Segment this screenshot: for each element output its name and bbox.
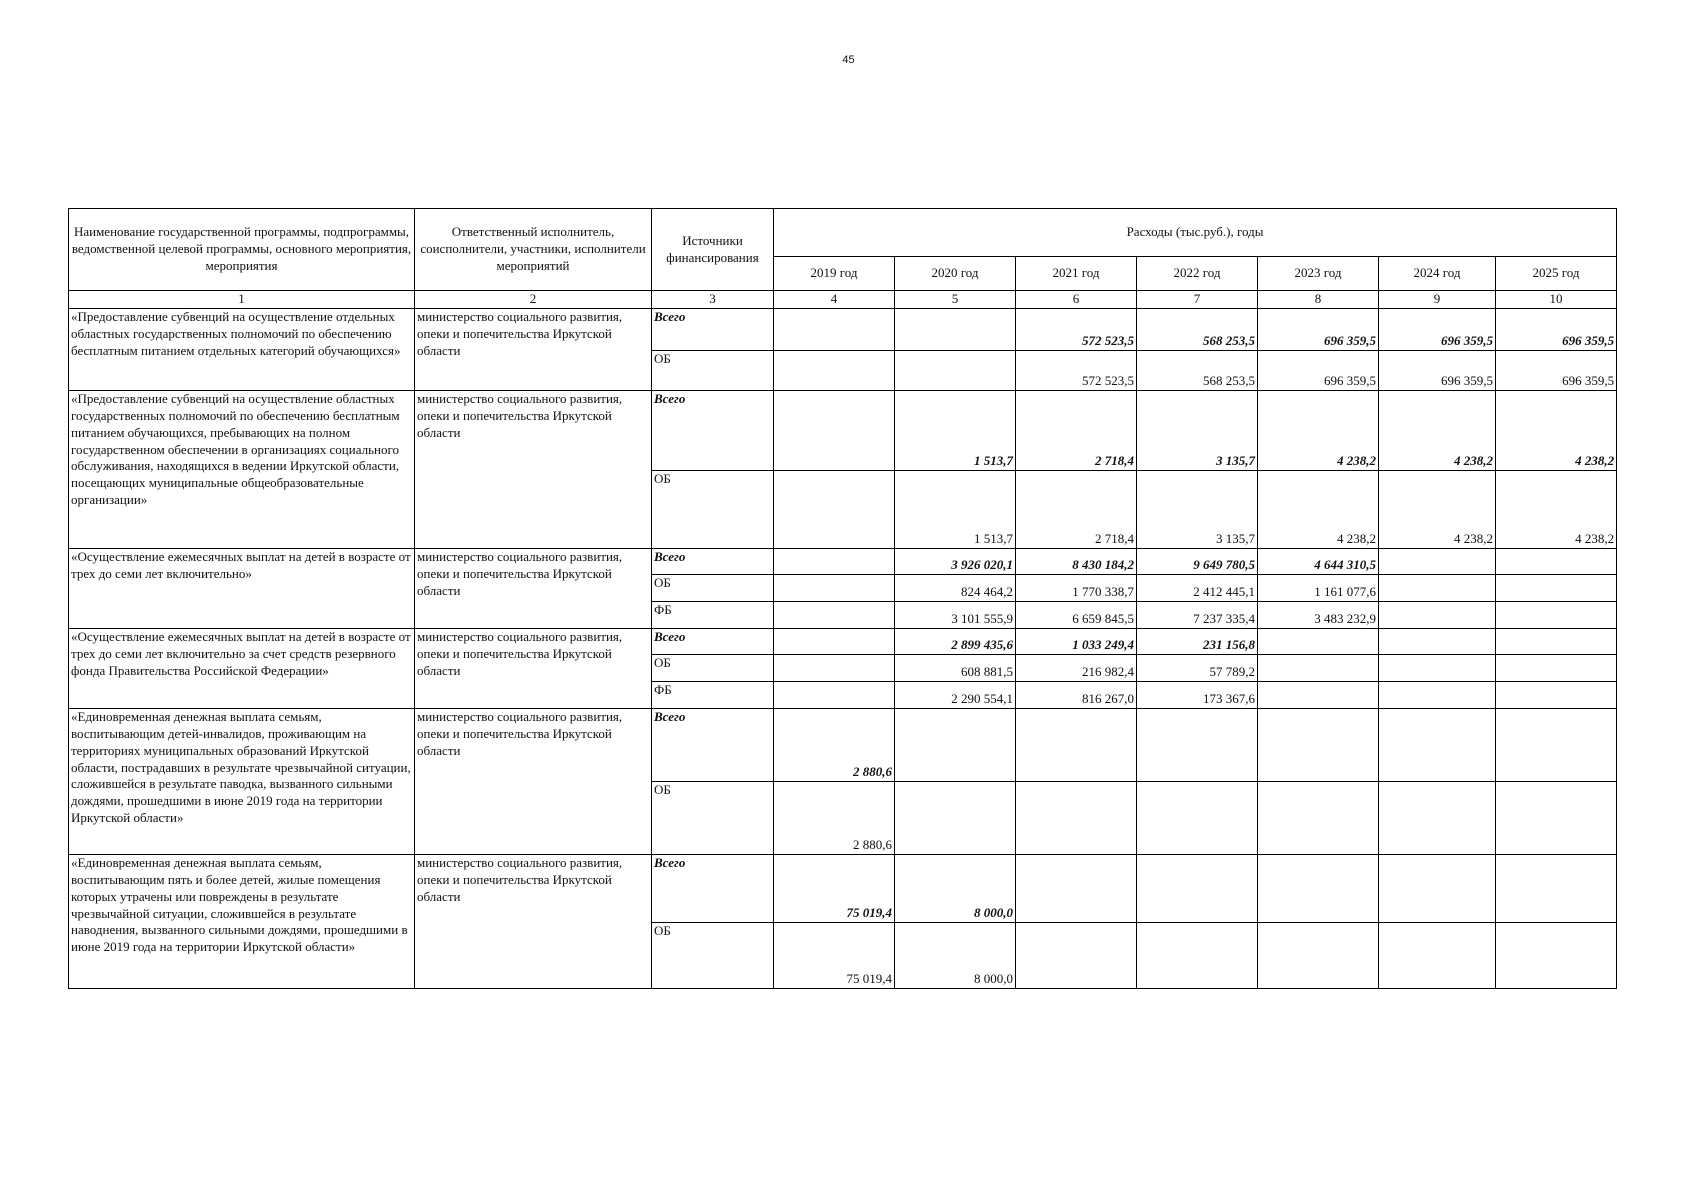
header-year: 2020 год [895, 257, 1016, 291]
expense-value-cell: 7 237 335,4 [1137, 601, 1258, 628]
expense-value-cell: 75 019,4 [774, 922, 895, 988]
expense-value-cell: 57 789,2 [1137, 654, 1258, 681]
table-row [69, 308, 1617, 350]
expense-value-cell [1137, 781, 1258, 854]
expense-value-cell: 4 238,2 [1379, 390, 1496, 470]
expense-value-cell: 696 359,5 [1258, 350, 1379, 390]
expense-value-cell: 2 718,4 [1016, 390, 1137, 470]
expense-value-cell: 8 000,0 [895, 922, 1016, 988]
expense-value-cell: 2 412 445,1 [1137, 574, 1258, 601]
expenses-table [68, 208, 1617, 989]
responsible-cell: министерство социального развития, опеки и попечительства Иркутской области [415, 708, 652, 854]
event-name-cell: «Единовременная денежная выплата семьям, воспитывающим детей-инвалидов, проживающим на территориях муниципальных образований Иркутской области, пострадавших в результате чрезвычайной ситуации, сложившейся в результате паводка, вызванного сильными дождями, прошедшими в июне 2019 года на территории Иркутской области» [69, 708, 415, 854]
table-header [69, 209, 1617, 309]
expense-value-cell [1496, 681, 1617, 708]
expense-value-cell: 4 238,2 [1379, 470, 1496, 548]
expense-value-cell [774, 308, 895, 350]
expense-value-cell: 1 770 338,7 [1016, 574, 1137, 601]
expense-value-cell [1379, 628, 1496, 654]
funding-source-cell: ОБ [652, 350, 774, 390]
expense-value-cell [774, 390, 895, 470]
funding-source-cell: Всего [652, 308, 774, 350]
event-name-cell: «Единовременная денежная выплата семьям, воспитывающим пять и более детей, жилые помещения которых утрачены или повреждены в результате чрезвычайной ситуации, сложившейся в результате наводнения, вызванного сильными дождями, прошедшими в июне 2019 года на территории Иркутской области» [69, 854, 415, 988]
table-body [69, 308, 1617, 988]
expense-value-cell [1258, 781, 1379, 854]
expense-value-cell [1016, 922, 1137, 988]
column-number: 8 [1258, 291, 1379, 309]
expense-value-cell: 568 253,5 [1137, 308, 1258, 350]
expense-value-cell: 3 135,7 [1137, 470, 1258, 548]
expense-value-cell [1496, 574, 1617, 601]
expense-value-cell [1496, 628, 1617, 654]
expense-value-cell [1379, 708, 1496, 781]
table-row [69, 708, 1617, 781]
expense-value-cell [774, 601, 895, 628]
expense-value-cell [895, 781, 1016, 854]
expense-value-cell [1016, 708, 1137, 781]
event-name-cell: «Предоставление субвенций на осуществление областных государственных полномочий по обеспечению бесплатным питанием обучающихся, пребывающих на полном государственном обеспечении в организациях социального обслуживания, находящихся в ведении Иркутской области, посещающих муниципальные общеобразовательные организации» [69, 390, 415, 548]
event-name-cell: «Осуществление ежемесячных выплат на детей в возрасте от трех до семи лет включительно за счет средств резервного фонда Правительства Российской Федерации» [69, 628, 415, 708]
expense-value-cell: 572 523,5 [1016, 350, 1137, 390]
expense-value-cell [1137, 922, 1258, 988]
expense-value-cell [1496, 548, 1617, 574]
expense-value-cell: 4 238,2 [1496, 390, 1617, 470]
expense-value-cell [1379, 854, 1496, 922]
funding-source-cell: ОБ [652, 574, 774, 601]
event-name-cell: «Предоставление субвенций на осуществление отдельных областных государственных полномочий по обеспечению бесплатным питанием отдельных категорий обучающихся» [69, 308, 415, 390]
table-row [69, 854, 1617, 922]
expense-value-cell: 816 267,0 [1016, 681, 1137, 708]
column-number: 2 [415, 291, 652, 309]
expense-value-cell: 568 253,5 [1137, 350, 1258, 390]
expense-value-cell: 2 290 554,1 [895, 681, 1016, 708]
funding-source-cell: Всего [652, 548, 774, 574]
funding-source-cell: Всего [652, 708, 774, 781]
expense-value-cell [1379, 654, 1496, 681]
responsible-cell: министерство социального развития, опеки и попечительства Иркутской области [415, 390, 652, 548]
column-number: 6 [1016, 291, 1137, 309]
expense-value-cell: 2 899 435,6 [895, 628, 1016, 654]
expense-value-cell [1016, 781, 1137, 854]
header-name-column: Наименование государственной программы, подпрограммы, ведомственной целевой программы, основного мероприятия, мероприятия [69, 209, 415, 291]
expense-value-cell [1379, 681, 1496, 708]
expense-value-cell [1137, 854, 1258, 922]
expense-value-cell: 572 523,5 [1016, 308, 1137, 350]
expense-value-cell: 3 926 020,1 [895, 548, 1016, 574]
funding-source-cell: ФБ [652, 601, 774, 628]
expense-value-cell: 4 644 310,5 [1258, 548, 1379, 574]
expense-value-cell: 2 718,4 [1016, 470, 1137, 548]
expense-value-cell [1496, 708, 1617, 781]
expense-value-cell: 231 156,8 [1137, 628, 1258, 654]
expense-value-cell [1137, 708, 1258, 781]
expense-value-cell [895, 308, 1016, 350]
expense-value-cell: 2 880,6 [774, 708, 895, 781]
column-numbers-row [69, 291, 1617, 309]
expense-value-cell [774, 470, 895, 548]
column-number: 7 [1137, 291, 1258, 309]
expense-value-cell [774, 681, 895, 708]
funding-source-cell: ФБ [652, 681, 774, 708]
expense-value-cell: 1 513,7 [895, 470, 1016, 548]
expense-value-cell [1016, 854, 1137, 922]
funding-source-cell: ОБ [652, 922, 774, 988]
header-year: 2022 год [1137, 257, 1258, 291]
expense-value-cell [774, 548, 895, 574]
expense-value-cell: 696 359,5 [1379, 308, 1496, 350]
expense-value-cell [1258, 628, 1379, 654]
funding-source-cell: ОБ [652, 781, 774, 854]
event-name-cell: «Осуществление ежемесячных выплат на детей в возрасте от трех до семи лет включительно» [69, 548, 415, 628]
expense-value-cell: 75 019,4 [774, 854, 895, 922]
expense-value-cell [895, 350, 1016, 390]
expense-value-cell [774, 628, 895, 654]
column-number: 4 [774, 291, 895, 309]
expense-value-cell: 1 161 077,6 [1258, 574, 1379, 601]
expense-value-cell [1496, 854, 1617, 922]
header-year: 2025 год [1496, 257, 1617, 291]
table-row [69, 628, 1617, 654]
responsible-cell: министерство социального развития, опеки и попечительства Иркутской области [415, 548, 652, 628]
expense-value-cell: 4 238,2 [1258, 390, 1379, 470]
header-year: 2019 год [774, 257, 895, 291]
funding-source-cell: ОБ [652, 470, 774, 548]
table-row [69, 390, 1617, 470]
column-number: 1 [69, 291, 415, 309]
expense-value-cell: 6 659 845,5 [1016, 601, 1137, 628]
expense-value-cell: 173 367,6 [1137, 681, 1258, 708]
expense-value-cell [774, 350, 895, 390]
expense-value-cell: 696 359,5 [1496, 308, 1617, 350]
expense-value-cell [1258, 922, 1379, 988]
expense-value-cell [1379, 574, 1496, 601]
funding-source-cell: Всего [652, 628, 774, 654]
page-number: 45 [842, 54, 855, 66]
expense-value-cell [774, 574, 895, 601]
expense-value-cell [1496, 781, 1617, 854]
funding-source-cell: Всего [652, 854, 774, 922]
expense-value-cell [1496, 601, 1617, 628]
expense-value-cell [1496, 654, 1617, 681]
header-source-column: Источники финансирования [652, 209, 774, 291]
expense-value-cell [1496, 922, 1617, 988]
expense-value-cell [1379, 548, 1496, 574]
header-year: 2021 год [1016, 257, 1137, 291]
expense-value-cell: 3 135,7 [1137, 390, 1258, 470]
expense-value-cell: 3 483 232,9 [1258, 601, 1379, 628]
expense-value-cell [1258, 654, 1379, 681]
funding-source-cell: ОБ [652, 654, 774, 681]
expense-value-cell: 9 649 780,5 [1137, 548, 1258, 574]
header-expenses: Расходы (тыс.руб.), годы [774, 209, 1617, 257]
expense-value-cell: 8 000,0 [895, 854, 1016, 922]
responsible-cell: министерство социального развития, опеки и попечительства Иркутской области [415, 628, 652, 708]
expense-value-cell: 608 881,5 [895, 654, 1016, 681]
column-number: 3 [652, 291, 774, 309]
expense-value-cell: 4 238,2 [1258, 470, 1379, 548]
expense-value-cell: 216 982,4 [1016, 654, 1137, 681]
header-year: 2024 год [1379, 257, 1496, 291]
funding-source-cell: Всего [652, 390, 774, 470]
expense-value-cell: 696 359,5 [1496, 350, 1617, 390]
expense-value-cell: 696 359,5 [1379, 350, 1496, 390]
column-number: 5 [895, 291, 1016, 309]
expense-value-cell [1379, 601, 1496, 628]
table-row [69, 548, 1617, 574]
expense-value-cell: 1 513,7 [895, 390, 1016, 470]
expense-value-cell: 2 880,6 [774, 781, 895, 854]
expense-value-cell [774, 654, 895, 681]
expense-value-cell [1379, 781, 1496, 854]
expense-value-cell [1258, 708, 1379, 781]
expense-value-cell [895, 708, 1016, 781]
expense-value-cell [1258, 681, 1379, 708]
header-year: 2023 год [1258, 257, 1379, 291]
expense-value-cell [1379, 922, 1496, 988]
column-number: 10 [1496, 291, 1617, 309]
column-number: 9 [1379, 291, 1496, 309]
expense-value-cell: 4 238,2 [1496, 470, 1617, 548]
expense-value-cell: 8 430 184,2 [1016, 548, 1137, 574]
responsible-cell: министерство социального развития, опеки и попечительства Иркутской области [415, 854, 652, 988]
header-responsible-column: Ответственный исполнитель, соисполнители, участники, исполнители мероприятий [415, 209, 652, 291]
expense-value-cell [1258, 854, 1379, 922]
expense-value-cell: 1 033 249,4 [1016, 628, 1137, 654]
expense-value-cell: 3 101 555,9 [895, 601, 1016, 628]
expense-value-cell: 824 464,2 [895, 574, 1016, 601]
responsible-cell: министерство социального развития, опеки и попечительства Иркутской области [415, 308, 652, 390]
expense-value-cell: 696 359,5 [1258, 308, 1379, 350]
